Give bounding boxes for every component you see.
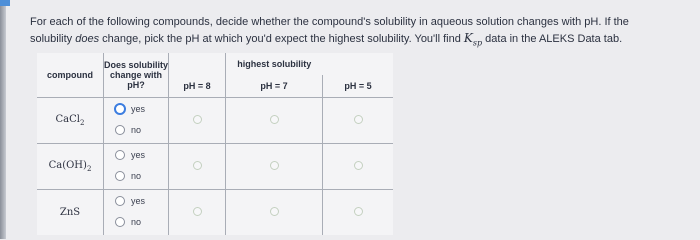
radio-label-no: no: [131, 216, 142, 227]
compound-formula-subscript: 2: [86, 165, 92, 173]
header-ph-5-label: pH = 5: [344, 81, 372, 91]
compound-cell: [37, 144, 104, 190]
ph-8-radio-icon[interactable]: [193, 161, 202, 170]
radio-option-yes[interactable]: [104, 144, 168, 165]
ph-8-option-cell: [169, 98, 226, 144]
compound-formula-subscript: 2: [80, 119, 85, 127]
header-change-line-3: pH?: [127, 80, 145, 90]
instructions-emphasis: does: [75, 33, 100, 45]
header-solubility-change: [104, 53, 169, 98]
ph-5-radio-icon[interactable]: [354, 161, 363, 170]
header-ph-7-label: pH = 7: [260, 81, 288, 91]
ph-7-radio-icon[interactable]: [270, 161, 279, 170]
compound-formula: CaCl: [55, 114, 80, 125]
ph-7-radio-icon[interactable]: [270, 207, 279, 216]
ph-7-radio-icon[interactable]: [270, 115, 279, 124]
radio-selected-icon[interactable]: [114, 103, 126, 115]
radio-label-no: no: [131, 124, 142, 135]
solubility-change-options: [104, 98, 169, 144]
radio-label-yes: yes: [131, 195, 146, 206]
radio-unselected-icon[interactable]: [115, 217, 125, 227]
instructions-line-1: [30, 14, 690, 30]
header-empty-cell-2: [323, 53, 394, 75]
radio-option-no[interactable]: [104, 119, 168, 140]
ph-7-option-cell: [226, 98, 323, 144]
instructions-line-2-start: solubility: [30, 33, 76, 45]
header-highest-solubility: [226, 53, 323, 75]
ph-8-radio-icon[interactable]: [193, 207, 202, 216]
window-left-edge: [0, 0, 6, 239]
radio-label-yes: yes: [131, 149, 146, 160]
radio-option-yes[interactable]: [104, 190, 168, 211]
compound-cell: [37, 190, 104, 236]
ph-7-option-cell: [226, 190, 323, 236]
solubility-change-options: [104, 190, 169, 236]
header-change-line-1: Does solubility: [104, 60, 169, 70]
instructions-line-2-middle: change, pick the pH at which you'd expect the highest solubility. You'll find: [99, 33, 464, 45]
ph-5-radio-icon[interactable]: [354, 207, 363, 216]
instructions-line-2: [30, 30, 690, 51]
header-compound-label: compound: [47, 70, 93, 80]
radio-option-no[interactable]: [104, 211, 168, 232]
ph-5-option-cell: [323, 190, 394, 236]
radio-unselected-icon[interactable]: [115, 171, 125, 181]
radio-label-no: no: [131, 170, 142, 181]
radio-label-yes: yes: [131, 103, 146, 114]
ksp-subscript: sp: [472, 38, 483, 48]
header-ph-8: [169, 75, 226, 98]
compound-formula: ZnS: [59, 207, 81, 218]
radio-option-yes[interactable]: [104, 98, 168, 119]
ph-5-radio-icon[interactable]: [354, 115, 363, 124]
ph-5-option-cell: [323, 98, 394, 144]
radio-unselected-icon[interactable]: [115, 150, 125, 160]
compound-formula: Ca(OH): [48, 160, 87, 171]
header-highest-label: highest solubility: [237, 59, 312, 69]
header-change-line-2: change with: [109, 70, 162, 80]
table-row: [37, 144, 393, 190]
ph-7-option-cell: [226, 144, 323, 190]
ph-8-option-cell: [169, 190, 226, 236]
header-ph-5: [323, 75, 394, 98]
header-compound: [37, 53, 104, 98]
compound-cell: [37, 98, 104, 144]
header-ph-8-label: pH = 8: [183, 81, 211, 91]
instructions-line-2-end: data in the ALEKS Data tab.: [482, 33, 623, 45]
ph-8-radio-icon[interactable]: [193, 115, 202, 124]
ksp-symbol: [463, 31, 483, 48]
header-row-1: [37, 53, 393, 75]
radio-option-no[interactable]: [104, 165, 168, 186]
radio-unselected-icon[interactable]: [115, 196, 125, 206]
header-ph-7: [226, 75, 323, 98]
instructions-line-1-text: For each of the following compounds, decide whether the compound's solubility in aqueous solution changes with pH. If the: [30, 16, 629, 28]
ph-5-option-cell: [323, 144, 394, 190]
radio-unselected-icon[interactable]: [115, 125, 125, 135]
window-edge-accent: [0, 0, 10, 6]
table-row: [37, 190, 393, 236]
solubility-change-options: [104, 144, 169, 190]
question-instructions: [30, 14, 690, 51]
table-row: [37, 98, 393, 144]
ksp-k: K: [463, 31, 473, 45]
header-empty-cell: [169, 53, 226, 75]
ph-8-option-cell: [169, 144, 226, 190]
solubility-table: [37, 53, 393, 235]
